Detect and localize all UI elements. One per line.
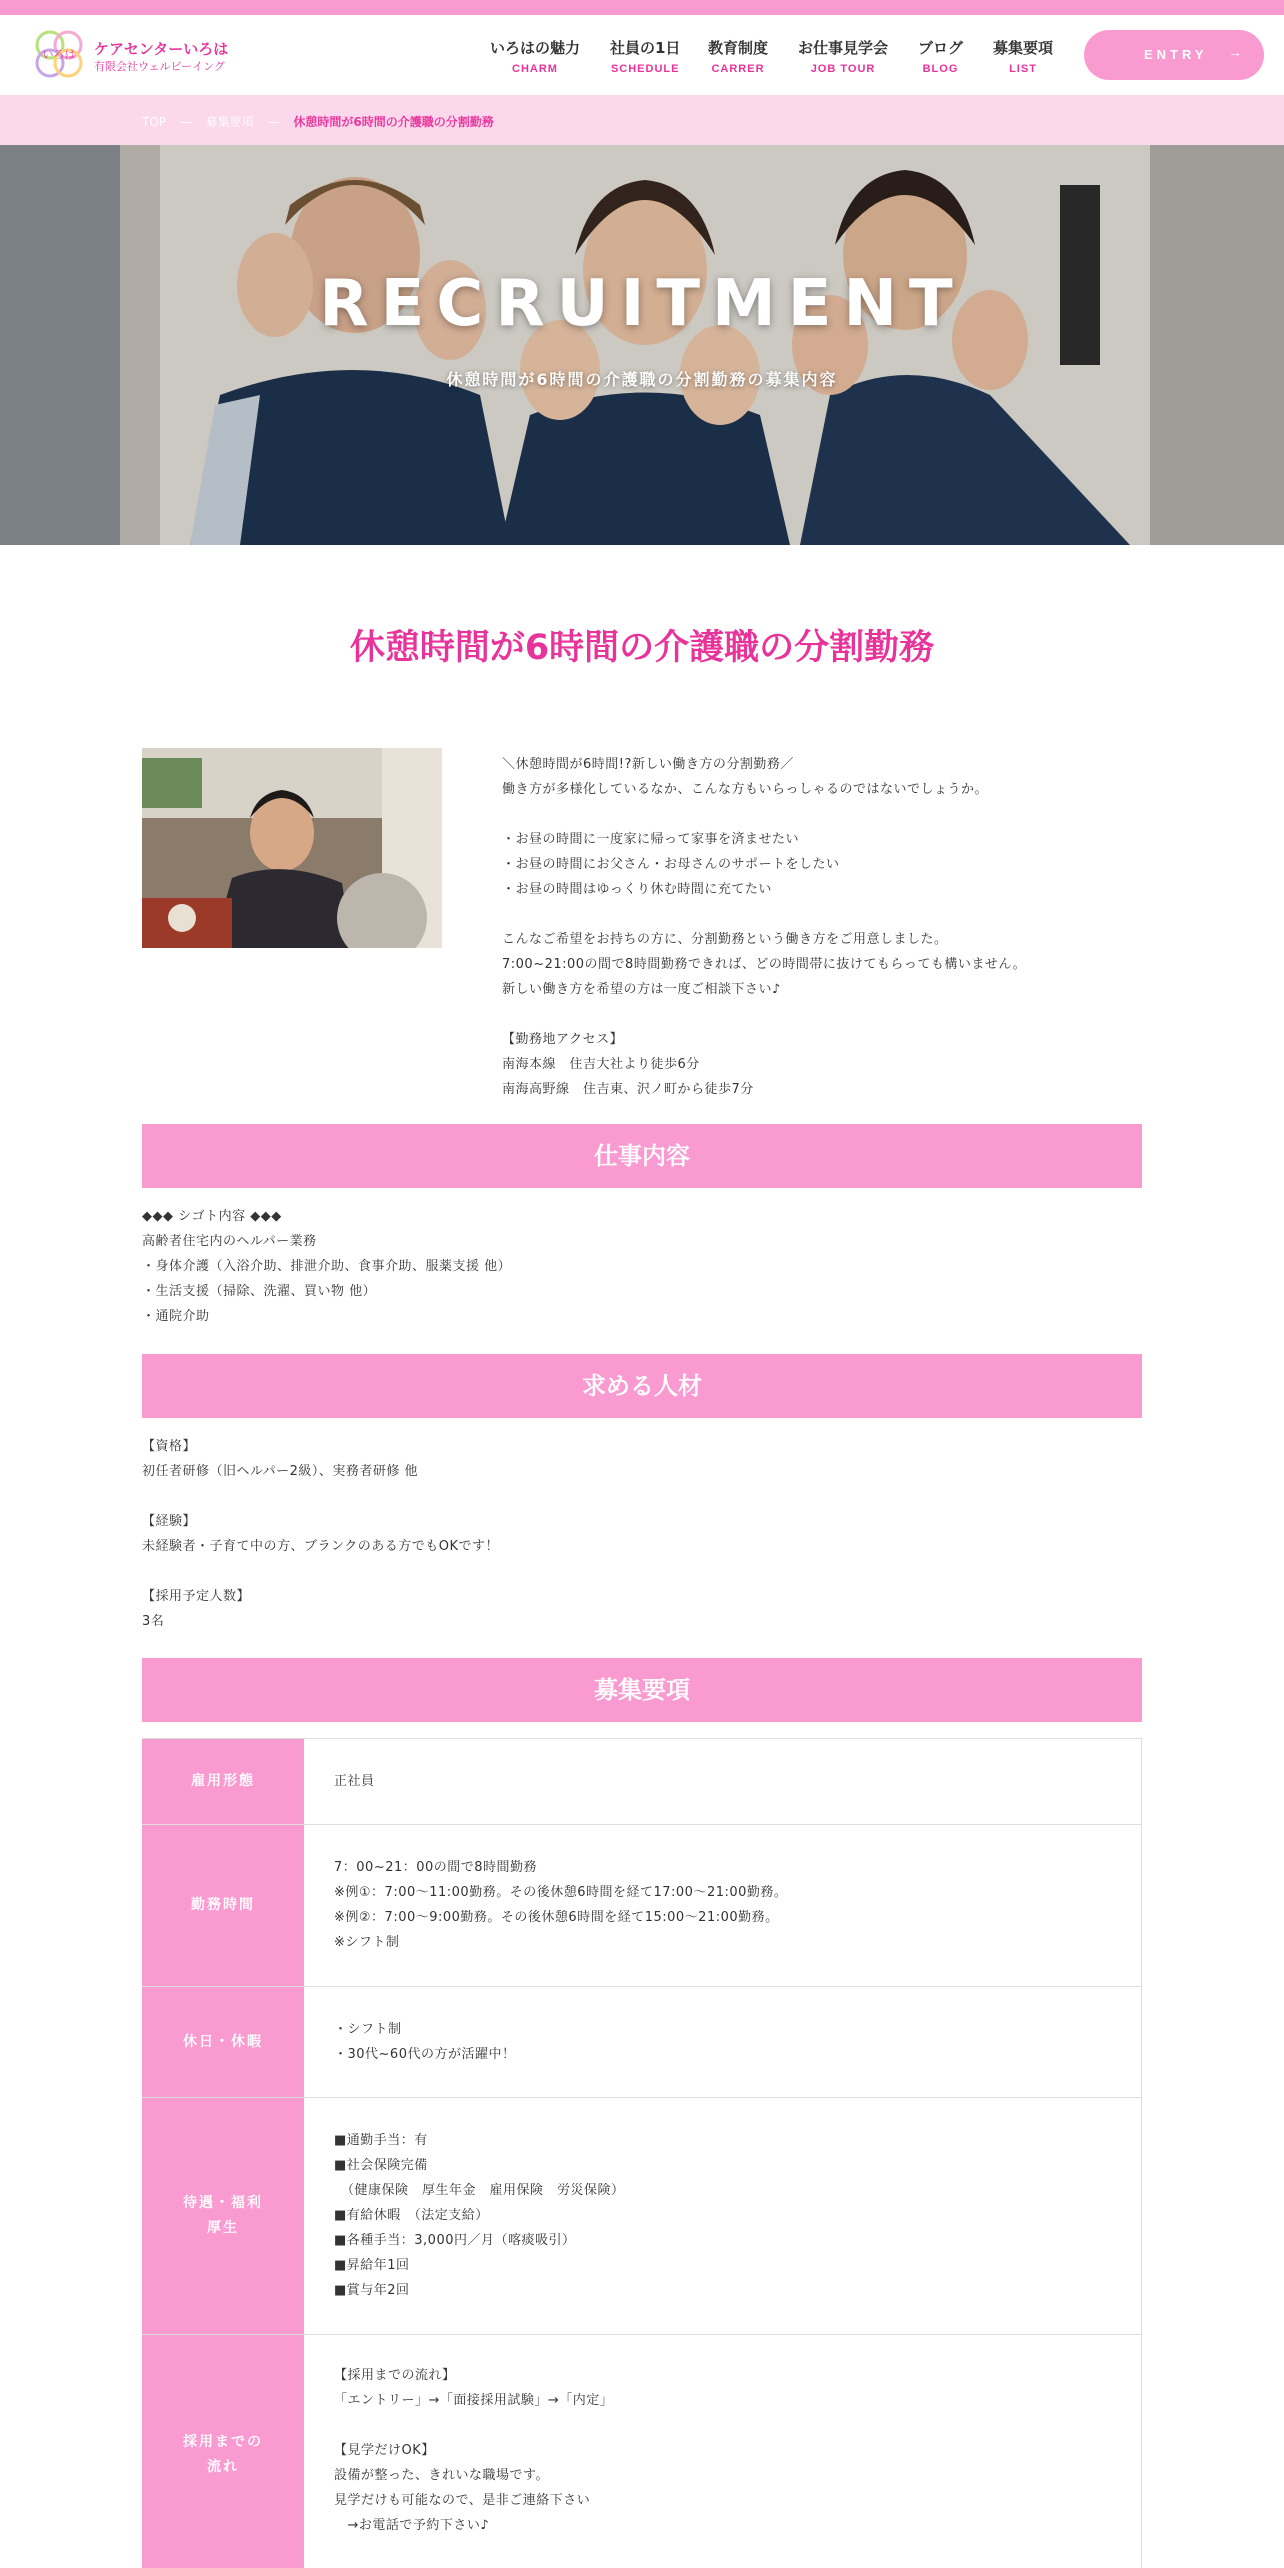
person-section-heading: 求める人材 [142, 1354, 1142, 1418]
brand-company: 有限会社ウェルビーイング [94, 60, 225, 73]
nav-item-sublabel: CARRER [711, 63, 765, 75]
nav-item-sublabel: CHARM [512, 63, 558, 75]
table-row [142, 2098, 1142, 2335]
logo-flower-icon [32, 25, 88, 83]
nav-item-label: 社員の1日 [610, 39, 681, 57]
person-line [142, 1484, 1142, 1509]
job-line: ・生活支援（掃除、洗濯、買い物 他） [142, 1284, 377, 1299]
nav-item-label: 募集要項 [993, 39, 1054, 57]
table-row-value: 【採用までの流れ】 「エントリー」→「面接採用試験」→「内定」 【見学だけOK】 設備が整った、きれいな職場です。 見学だけも可能なので、是非ご連絡下さい →お電話で予約下さい♪ [334, 2368, 614, 2533]
nav-item-carrer[interactable] [708, 37, 768, 75]
site-logo[interactable] [32, 25, 232, 83]
table-row-label: 勤務時間 [142, 1825, 304, 1986]
top-accent-stripe [0, 0, 1284, 15]
intro-line: ・お昼の時間はゆっくり休む時間に充てたい [502, 882, 772, 897]
entry-button-label: ENTRY [1144, 47, 1208, 62]
intro-line: こんなご希望をお持ちの方に、分割勤務という働き方をご用意しました。 [502, 932, 948, 947]
nav-item-label: ブログ [918, 39, 964, 57]
intro-line: 新しい働き方を希望の方は一度ご相談下さい♪ [502, 982, 781, 997]
person-line: 未経験者・子育て中の方、ブランクのある方でもOKです！ [142, 1539, 499, 1554]
person-line: 3名 [142, 1614, 165, 1629]
requirements-section-heading: 募集要項 [142, 1658, 1142, 1722]
nav-item-sublabel: JOB TOUR [810, 63, 876, 75]
table-row [142, 1739, 1142, 1825]
svg-text:いろは: いろは [42, 48, 76, 61]
hero-banner [0, 145, 1284, 545]
table-row [142, 1987, 1142, 2098]
nav-item-job-tour[interactable] [798, 37, 888, 75]
job-line: ・身体介護（入浴介助、排泄介助、食事介助、服薬支援 他） [142, 1259, 512, 1274]
intro-line: ・お昼の時間に一度家に帰って家事を済ませたい [502, 832, 800, 847]
table-row-label: 待遇・福利 厚生 [142, 2098, 304, 2334]
job-line: ・通院介助 [142, 1309, 210, 1324]
person-line [142, 1559, 1142, 1584]
nav-item-schedule[interactable] [610, 37, 680, 75]
job-section-body [142, 1204, 1142, 1329]
intro-line [502, 902, 1142, 927]
table-row-value: ■通勤手当：有 ■社会保険完備 （健康保険 厚生年金 雇用保険 労災保険） ■有給休暇 （法定支給） ■各種手当：3,000円／月（喀痰吸引） ■昇給年1回 ■賞与年2回 [334, 2133, 625, 2298]
intro-line: 南海高野線 住吉東、沢ノ町から徒歩7分 [502, 1082, 754, 1097]
intro-line: 働き方が多様化しているなか、こんな方もいらっしゃるのではないでしょうか。 [502, 782, 989, 797]
nav-item-blog[interactable] [918, 37, 963, 75]
person-line: 【資格】 [142, 1439, 197, 1454]
intro-line: 7:00~21:00の間で8時間勤務できれば、どの時間帯に抜けてもらっても構いません。 [502, 957, 1027, 972]
table-row-label: 採用までの 流れ [142, 2335, 304, 2568]
caregiver-photo-image [142, 748, 442, 948]
breadcrumb-link-requirements[interactable]: 募集要項 [205, 115, 254, 129]
person-line: 初任者研修（旧ヘルパー2級）、実務者研修 他 [142, 1464, 418, 1479]
breadcrumb-separator: — [179, 115, 192, 129]
table-row-value: ・シフト制 ・30代~60代の方が活躍中！ [334, 2022, 516, 2062]
site-header [0, 15, 1284, 95]
job-section-heading: 仕事内容 [142, 1124, 1142, 1188]
nav-item-sublabel: BLOG [922, 63, 959, 75]
nav-item-sublabel: LIST [1009, 63, 1037, 75]
entry-button[interactable] [1084, 30, 1264, 80]
intro-description [502, 752, 1142, 1102]
requirements-table [142, 1738, 1142, 2568]
table-row-value: 7：00~21：00の間で8時間勤務 ※例①：7:00～11:00勤務。その後休憩6時間を経て17:00～21:00勤務。 ※例②：7:00～9:00勤務。その後休憩6時間を経て15:00～21:00勤務。 ※シフト制 [334, 1860, 788, 1950]
nav-item-label: お仕事見学会 [798, 39, 889, 57]
intro-line [502, 1002, 1142, 1027]
page-title: 休憩時間が6時間の介護職の分割勤務 [349, 628, 935, 668]
brand-name: ケアセンターいろは [94, 40, 229, 58]
intro-line: ＼休憩時間が6時間!?新しい働き方の分割勤務／ [502, 757, 794, 772]
nav-item-label: いろはの魅力 [490, 39, 581, 57]
nav-item-label: 教育制度 [708, 39, 769, 57]
table-row-label: 休日・休暇 [142, 1987, 304, 2097]
intro-line: 南海本線 住吉大社より徒歩6分 [502, 1057, 700, 1072]
breadcrumb [0, 95, 1284, 145]
nav-item-charm[interactable] [490, 37, 580, 75]
hero-staff-photo [0, 145, 1284, 545]
table-row [142, 2335, 1142, 2568]
intro-caregiver-photo [142, 748, 442, 948]
table-row-value: 正社員 [334, 1774, 375, 1789]
intro-line: ・お昼の時間にお父さん・お母さんのサポートをしたい [502, 857, 840, 872]
hero-subtitle: 休憩時間が6時間の介護職の分割勤務の募集内容 [446, 370, 838, 389]
intro-line: 【勤務地アクセス】 [502, 1032, 624, 1047]
person-line: 【採用予定人数】 [142, 1589, 251, 1604]
breadcrumb-current: 休憩時間が6時間の介護職の分割勤務 [293, 115, 494, 129]
job-line: ◆◆◆ シゴト内容 ◆◆◆ [142, 1209, 282, 1224]
intro-line [502, 802, 1142, 827]
table-row [142, 1825, 1142, 1987]
hero-title: RECRUITMENT [319, 267, 965, 341]
nav-item-sublabel: SCHEDULE [610, 63, 680, 75]
job-line: 高齢者住宅内のヘルパー業務 [142, 1234, 317, 1249]
nav-item-list[interactable] [993, 37, 1053, 75]
breadcrumb-link-top[interactable]: TOP [142, 115, 167, 129]
breadcrumb-separator: — [267, 115, 280, 129]
person-line: 【経験】 [142, 1514, 197, 1529]
person-section-body [142, 1434, 1142, 1634]
arrow-right-icon: → [1228, 44, 1246, 60]
table-row-label: 雇用形態 [142, 1739, 304, 1824]
